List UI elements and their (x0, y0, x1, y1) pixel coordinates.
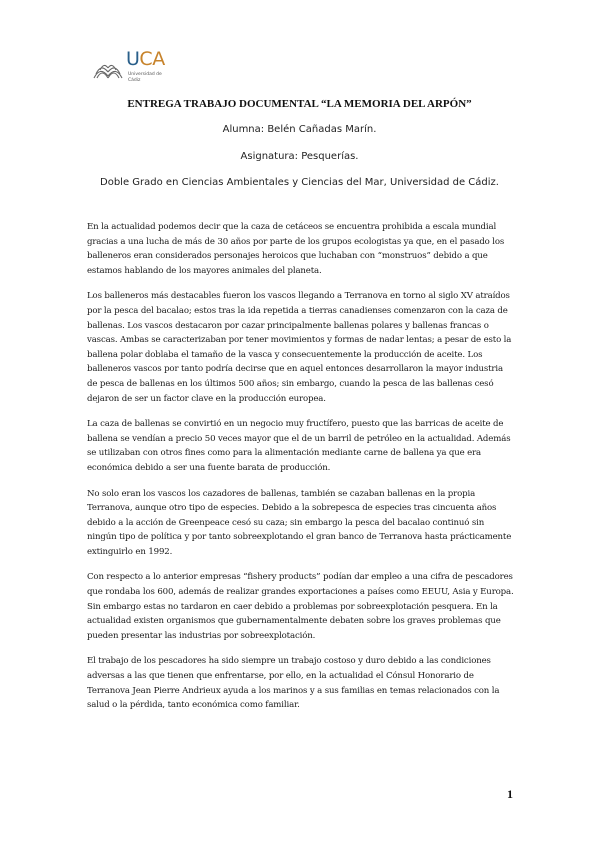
university-logo (92, 48, 164, 88)
body-text (87, 220, 515, 724)
paragraph: Los balleneros más destacables fueron los vascos llegando a Terranova en torno al siglo XV atraídos por la pesca del bacalao; estos tras la ida repetida a tierras canadienses comenzaron con la caza de ballenas. Los vascos destacaron por cazar principalmente ballenas polares y ballenas francas o vascas. Ambas se caracterizaban por tener movimientos y formas de nadar lentas; a pesar de esto la ballena polar doblaba el tamaño de la vasca y consecuentemente la producción de aceite. Los balleneros vascos por tanto podría decirse que en aquel entonces desarrollaron la mayor industria de pesca de ballenas en los últimos 500 años; sin embargo, cuando la pesca de las ballenas cesó dejaron de ser un factor clave en la producción europea. (87, 291, 512, 404)
paragraph: No solo eran los vascos los cazadores de ballenas, también se cazaban ballenas en la propia Terranova, aunque otro tipo de especies. Debido a la sobrepesca de especies tras cincuenta años debido a la acción de Greenpeace cesó su caza; sin embargo la pesca del bacalao continuó sin ningún tipo de política y por tanto sobreexplotando el gran banco de Terranova hasta prácticamente extinguirlo en 1992. (87, 488, 512, 557)
document-title: ENTREGA TRABAJO DOCUMENTAL “LA MEMORIA DEL ARPÓN” (127, 98, 472, 110)
author-line: Alumna: Belén Cañadas Marín. (222, 124, 377, 135)
page-number: 1 (507, 787, 513, 801)
subject-line: Asignatura: Pesquerías. (240, 151, 359, 162)
laurel-emblem-icon (92, 56, 124, 82)
logo-subtitle: Universidad de Cádiz (128, 72, 162, 83)
paragraph: En la actualidad podemos decir que la caza de cetáceos se encuentra prohibida a escala mundial gracias a una lucha de más de 30 años por parte de los grupos ecologistas ya que, en el pasado los balleneros eran considerados personajes heroicos que luchaban con “monstruos” debido a que estamos hablando de los mayores animales del planeta. (87, 222, 505, 276)
paragraph: El trabajo de los pescadores ha sido siempre un trabajo costoso y duro debido a las condiciones adversas a las que tienen que enfrentarse, por ello, en la actualidad el Cónsul Honorario de Terranova Jean Pierre Andrieux ayuda a los marinos y a sus familias en temas relacionados con la salud o la pérdida, tanto económica como familiar. (87, 656, 500, 711)
degree-line: Doble Grado en Ciencias Ambientales y Ciencias del Mar, Universidad de Cádiz. (100, 177, 499, 188)
paragraph: Con respecto a lo anterior empresas “fishery products” podían dar empleo a una cifra de pescadores que rondaba los 600, además de realizar grandes exportaciones a países como EEUU, Asia y Europa. Sin embargo estas no tardaron en caer debido a problemas por sobreexplotación pesquera. En la actualidad existen organismos que gubernamentalmente debaten sobre los graves problemas que pueden presentar las industrias por sobreexplotación. (87, 572, 514, 641)
logo-wordmark: UCA (126, 48, 165, 70)
paragraph: La caza de ballenas se convirtió en un negocio muy fructífero, puesto que las barricas de aceite de ballena se vendían a precio 50 veces mayor que el de un barril de petróleo en la actualidad. Además se utilizaban con otros fines como para la alimentación mediante carne de ballena ya que era económica debido a ser una fuente barata de producción. (87, 419, 511, 473)
